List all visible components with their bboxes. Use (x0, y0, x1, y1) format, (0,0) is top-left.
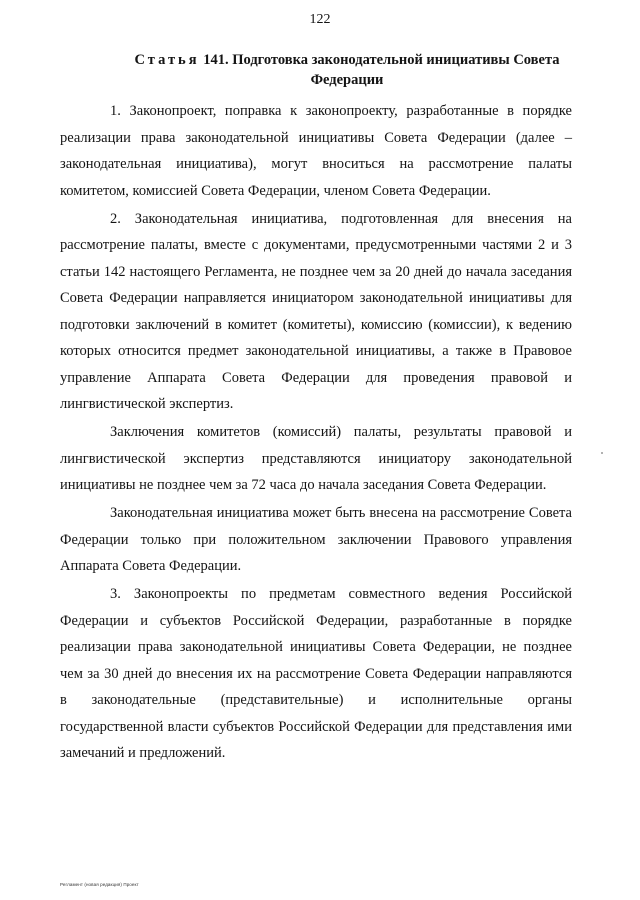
footer-note: Регламент (новая редакция) Проект (60, 882, 139, 887)
article-title: Подготовка законодательной инициативы Совета Федерации (232, 52, 560, 88)
paragraph-part-2: 2. Законодательная инициатива, подготовленная для внесения на рассмотрение палаты, вместе с документами, предусмотренными частями 2 и 3 статьи 142 настоящего Регламента, не позднее чем за 20 дней до начала заседания Совета Федерации направляется инициатором законодательной инициативы для подготовки заключений в комитет (комитеты), комиссию (комиссии), к ведению которых относится предмет законодательной инициативы, а также в Правовое управление Аппарата Совета Федерации для проведения правовой и лингвистической экспертиз. (60, 210, 572, 412)
article-word: Статья (134, 52, 200, 68)
scan-speck (601, 452, 603, 454)
article-heading (112, 50, 582, 90)
paragraph-part-3: 3. Законопроекты по предметам совместного ведения Российской Федерации и субъектов Российской Федерации, разработанные в порядке реализации права законодательной инициативы Совета Федерации, не позднее чем за 30 дней до внесения их на рассмотрение Совета Федерации направляются в законодательные (представительные) и исполнительные органы государственной власти субъектов Российской Федерации для представления ими замечаний и предложений. (60, 586, 572, 761)
paragraph-part-1: 1. Законопроект, поправка к законопроекту, разработанные в порядке реализации права законодательной инициативы Совета Федерации (далее – законодательная инициатива), могут вноситься на рассмотрение палаты комитетом, комиссией Совета Федерации, членом Совета Федерации. (60, 103, 572, 199)
paragraph-part-2-conclusions: Заключения комитетов (комиссий) палаты, результаты правовой и лингвистической экспертиз представляются инициатору законодательной инициативы не позднее чем за 72 часа до начала заседания Совета Федерации. (60, 424, 572, 493)
page-number: 122 (309, 12, 331, 27)
article-number: 141. (203, 52, 229, 68)
paragraph-part-2-submission: Законодательная инициатива может быть внесена на рассмотрение Совета Федерации только при положительном заключении Правового управления Аппарата Совета Федерации. (60, 505, 572, 574)
article-body (60, 98, 572, 768)
